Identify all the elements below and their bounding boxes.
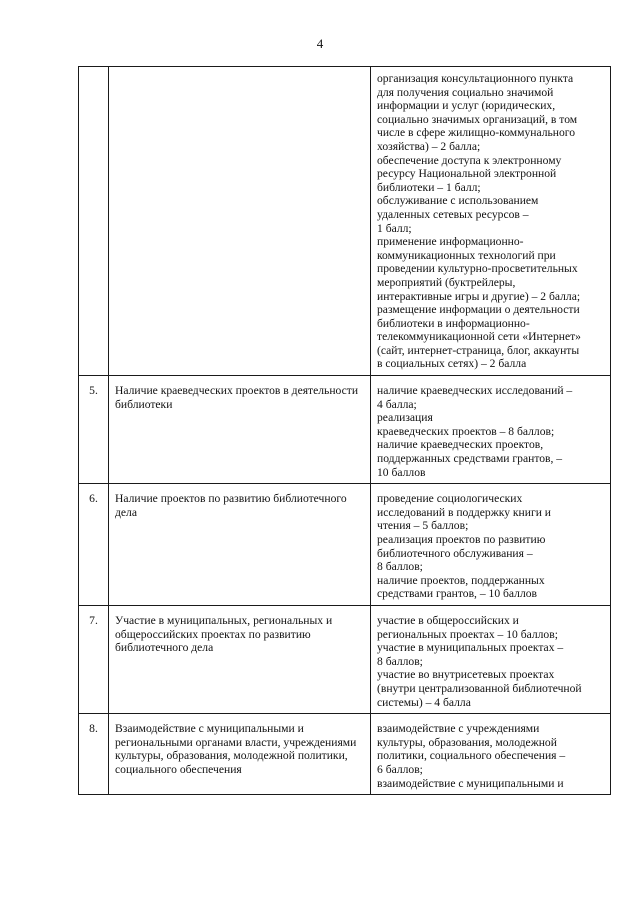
scoring-line: исследований в поддержку книги и	[377, 505, 552, 519]
scoring-line: числе в сфере жилищно-коммунального	[377, 126, 576, 140]
scoring-line: обеспечение доступа к электронному	[377, 153, 562, 167]
scoring-line: взаимодействие с муниципальными и	[377, 776, 564, 790]
scoring-line: проведении культурно-просветительных	[377, 262, 578, 276]
scoring-line: организация консультационного пункта	[377, 72, 574, 85]
scoring-line: наличие краеведческих проектов,	[377, 438, 544, 452]
scoring-line: информации и услуг (юридических,	[377, 99, 556, 113]
scoring-line: реализация	[377, 411, 433, 425]
row-number: 6.	[79, 484, 109, 606]
scoring-line: ресурсу Национальной электронной	[377, 167, 557, 181]
scoring-line: коммуникационных технологий при	[377, 248, 556, 262]
table-row	[79, 484, 611, 606]
criterion-name: Взаимодействие с муниципальными и региональными органами власти, учреждениями культуры, образования, молодежной политики, социального обеспечения	[109, 714, 371, 795]
table-row	[79, 605, 611, 713]
scoring-line: обслуживание с использованием	[377, 194, 539, 208]
criterion-name: Наличие проектов по развитию библиотечного дела	[109, 484, 371, 606]
row-number: 5.	[79, 376, 109, 484]
scoring-line: для получения социально значимой	[377, 85, 554, 99]
scoring-line: краеведческих проектов – 8 баллов;	[377, 424, 555, 438]
scoring-line: 8 баллов;	[377, 560, 423, 574]
scoring-line: удаленных сетевых ресурсов –	[377, 207, 529, 221]
scoring-description	[371, 67, 611, 376]
scoring-line: реализация проектов по развитию	[377, 533, 546, 546]
scoring-line: участие во внутрисетевых проектах	[377, 668, 555, 682]
scoring-line: чтения – 5 баллов;	[377, 519, 469, 533]
scoring-line: интерактивные игры и другие) – 2 балла;	[377, 289, 581, 303]
scoring-line: наличие краеведческих исследований –	[377, 384, 573, 398]
scoring-line: библиотеки в информационно-	[377, 316, 530, 330]
page-number: 4	[316, 36, 324, 51]
row-number: 7.	[79, 605, 109, 713]
criteria-table	[78, 66, 611, 795]
scoring-line: хозяйства) – 2 балла;	[377, 139, 481, 153]
scoring-line: мероприятий (буктрейлеры,	[377, 275, 516, 289]
scoring-line: (внутри централизованной библиотечной	[377, 681, 582, 695]
scoring-line: социально значимых организаций, в том	[377, 112, 578, 126]
criterion-name	[109, 67, 371, 376]
scoring-line: библиотечного обслуживания –	[377, 546, 533, 560]
scoring-description	[371, 605, 611, 713]
scoring-line: 8 баллов;	[377, 654, 423, 668]
scoring-line: в социальных сетях) – 2 балла	[377, 357, 527, 371]
criterion-name: Участие в муниципальных, региональных и общероссийских проектах по развитию библиотечного дела	[109, 605, 371, 713]
scoring-line: применение информационно-	[377, 235, 524, 249]
scoring-line: 4 балла;	[377, 397, 417, 411]
table-row	[79, 67, 611, 376]
scoring-line: 10 баллов	[377, 465, 426, 479]
scoring-description	[371, 714, 611, 795]
scoring-line: участие в общероссийских и	[377, 613, 519, 627]
scoring-line: участие в муниципальных проектах –	[377, 641, 564, 655]
scoring-line: (сайт, интернет-страница, блог, аккаунты	[377, 343, 580, 357]
scoring-line: размещение информации о деятельности	[377, 303, 580, 317]
scoring-line: культуры, образования, молодежной	[377, 735, 557, 749]
scoring-line: системы) – 4 балла	[377, 695, 471, 709]
row-number: 8.	[79, 714, 109, 795]
scoring-line: поддержанных средствами грантов, –	[377, 452, 563, 466]
scoring-description	[371, 484, 611, 606]
criterion-name: Наличие краеведческих проектов в деятельности библиотеки	[109, 376, 371, 484]
scoring-line: политики, социального обеспечения –	[377, 749, 566, 763]
scoring-line: телекоммуникационной сети «Интернет»	[377, 330, 581, 344]
scoring-line: библиотеки – 1 балл;	[377, 180, 481, 194]
scoring-line: проведение социологических	[377, 492, 523, 506]
scoring-line: средствами грантов, – 10 баллов	[377, 587, 538, 601]
scoring-line: наличие проектов, поддержанных	[377, 573, 545, 587]
table-row	[79, 714, 611, 795]
scoring-description	[371, 376, 611, 484]
scoring-line: 6 баллов;	[377, 762, 423, 776]
scoring-line: взаимодействие с учреждениями	[377, 722, 540, 736]
table-row	[79, 376, 611, 484]
row-number	[79, 67, 109, 376]
scoring-line: 1 балл;	[377, 221, 412, 235]
scoring-line: региональных проектах – 10 баллов;	[377, 627, 558, 641]
